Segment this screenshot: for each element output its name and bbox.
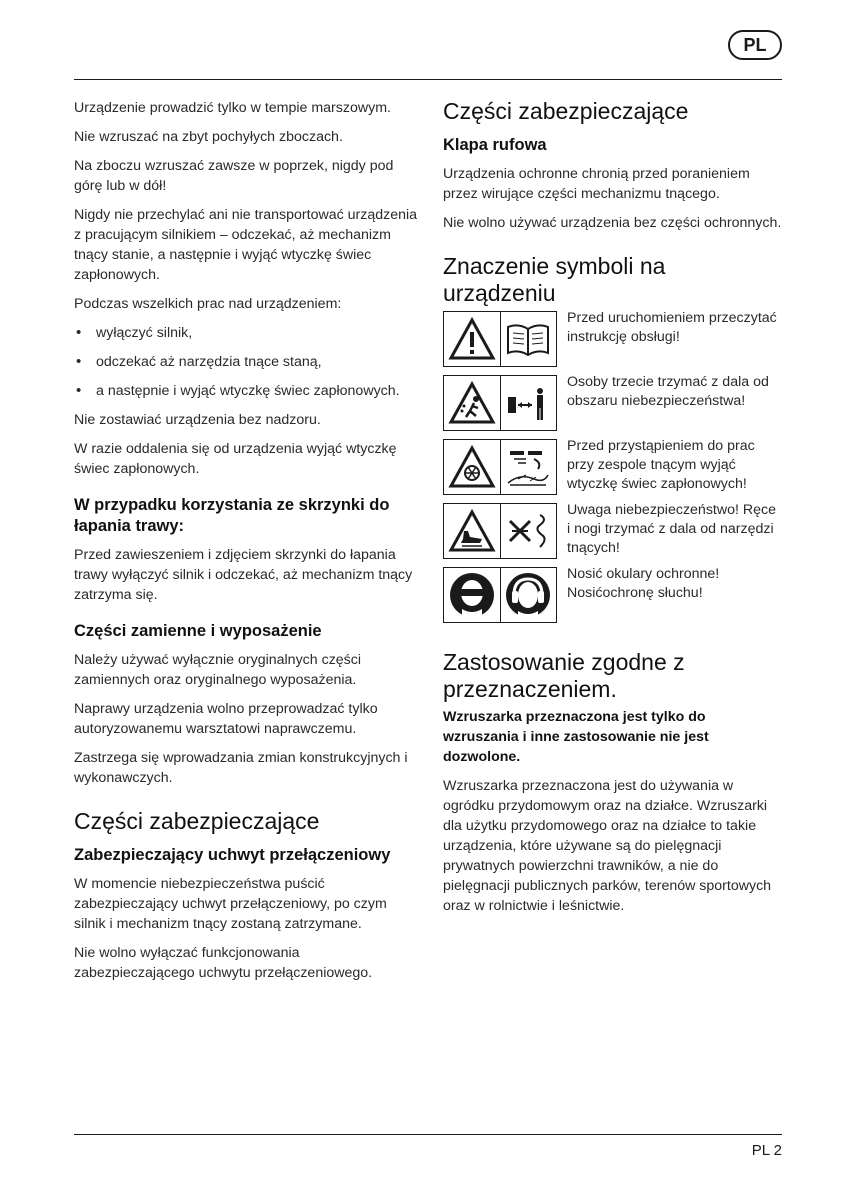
paragraph: Podczas wszelkich prac nad urządzeniem:	[74, 296, 342, 312]
symbol-description: Przed przystąpieniem do prac przy zespole tnącym wyjąć wtyczkę świec zapłonowych!	[567, 438, 755, 492]
paragraph: Nie wolno używać urządzenia bez części ochronnych.	[443, 215, 782, 231]
safety-glasses-icon	[444, 568, 500, 622]
paragraph: Wzruszarka przeznaczona jest do używania w ogródku przydomowym oraz na działce. Wzruszarki dla użytku przydomowego oraz na działce to takie urządzenia, które używane są do pielęgnacji prywatnych powierzchni trawników, a nie do pielęgnacji publicznych parków, terenów sportowych oraz w rolnictwie i leśnictwie.	[443, 778, 772, 914]
symbol-pictogram	[443, 311, 557, 367]
symbol-description: Nosić okulary ochronne! Nosićochronę słuchu!	[567, 566, 720, 601]
symbol-description: Przed uruchomieniem przeczytać instrukcję obsługi!	[567, 310, 777, 345]
manual-book-icon	[500, 312, 557, 366]
list-item: • a następnie i wyjąć wtyczkę świec zapłonowych.	[74, 381, 418, 401]
symbol-row	[443, 439, 783, 495]
symbol-row	[443, 311, 783, 367]
paragraph: Nie wolno wyłączać funkcjonowania zabezpieczającego uchwytu przełączeniowego.	[74, 945, 373, 981]
paragraph: Zastrzega się wprowadzania zmian konstrukcyjnych i wykonawczych.	[74, 750, 408, 786]
keep-hands-feet-away-icon	[500, 504, 557, 558]
language-badge: PL	[728, 30, 782, 60]
symbol-row	[443, 567, 783, 623]
blade-warning-icon	[444, 440, 500, 494]
ear-protection-icon	[500, 568, 557, 622]
foot-hazard-warning-icon	[444, 504, 500, 558]
section-heading-spare-parts: Części zamienne i wyposażenie	[74, 622, 322, 640]
symbol-pictogram	[443, 567, 557, 623]
symbol-row	[443, 503, 783, 559]
section-title-safety-parts: Części zabezpieczające	[74, 808, 320, 834]
section-heading-rear-flap: Klapa rufowa	[443, 136, 547, 154]
paragraph: Urządzenia ochronne chronią przed poranieniem przez wirujące części mechanizmu tnącego.	[443, 166, 750, 202]
symbol-description: Osoby trzecie trzymać z dala od obszaru niebezpieczeństwa!	[567, 374, 769, 409]
section-title-safety-parts: Części zabezpieczające	[443, 98, 689, 124]
keep-distance-icon	[500, 376, 557, 430]
list-item: • wyłączyć silnik,	[74, 323, 418, 343]
paragraph-bold: Wzruszarka przeznaczona jest tylko do wzruszania i inne zastosowanie nie jest dozwolone.	[443, 709, 709, 765]
header-divider	[74, 79, 782, 80]
left-column	[74, 98, 418, 992]
section-heading-grass-box: W przypadku korzystania ze skrzynki do łapania trawy:	[74, 496, 390, 535]
paragraph: Przed zawieszeniem i zdjęciem skrzynki do łapania trawy wyłączyć silnik i odczekać, aż mechanizm tnący zatrzyma się.	[74, 547, 413, 603]
paragraph: Nie zostawiać urządzenia bez nadzoru.	[74, 412, 321, 428]
symbol-description: Uwaga niebezpieczeństwo! Ręce i nogi trzymać z dala od narzędzi tnących!	[567, 502, 776, 556]
warning-icon	[444, 312, 500, 366]
bullet-list	[74, 323, 418, 401]
paragraph: Na zboczu wzruszać zawsze w poprzek, nigdy pod górę lub w dół!	[74, 158, 394, 194]
footer-divider	[74, 1134, 782, 1135]
flying-debris-warning-icon	[444, 376, 500, 430]
paragraph: W momencie niebezpieczeństwa puścić zabezpieczający uchwyt przełączeniowy, po czym silnik i mechanizm tnący zostaną zatrzymane.	[74, 876, 387, 932]
paragraph: Urządzenie prowadzić tylko w tempie marszowym.	[74, 100, 391, 116]
list-item: • odczekać aż narzędzia tnące staną,	[74, 352, 418, 372]
section-title-symbols: Znaczenie symboli na urządzeniu	[443, 253, 666, 306]
paragraph: Nie wzruszać na zbyt pochyłych zboczach.	[74, 129, 343, 145]
symbol-pictogram	[443, 503, 557, 559]
disconnect-spark-plug-icon	[500, 440, 557, 494]
paragraph: Nigdy nie przechylać ani nie transportować urządzenia z pracującym silnikiem – odczekać, aż mechanizm tnący stanie, a następnie i wyjąć wtyczkę świec zapłonowych.	[74, 207, 418, 283]
right-column	[443, 98, 783, 925]
paragraph: Należy używać wyłącznie oryginalnych części zamiennych oraz oryginalnego wyposażenia.	[74, 652, 362, 688]
section-title-intended-use: Zastosowanie zgodne z przeznaczeniem.	[443, 649, 685, 702]
page-number: PL 2	[751, 1142, 782, 1159]
symbol-row	[443, 375, 783, 431]
section-heading-safety-handle: Zabezpieczający uchwyt przełączeniowy	[74, 846, 391, 864]
paragraph: W razie oddalenia się od urządzenia wyjąć wtyczkę świec zapłonowych.	[74, 441, 397, 477]
symbol-pictogram	[443, 375, 557, 431]
symbol-pictogram	[443, 439, 557, 495]
paragraph: Naprawy urządzenia wolno przeprowadzać tylko autoryzowanemu warsztatowi naprawczemu.	[74, 701, 378, 737]
